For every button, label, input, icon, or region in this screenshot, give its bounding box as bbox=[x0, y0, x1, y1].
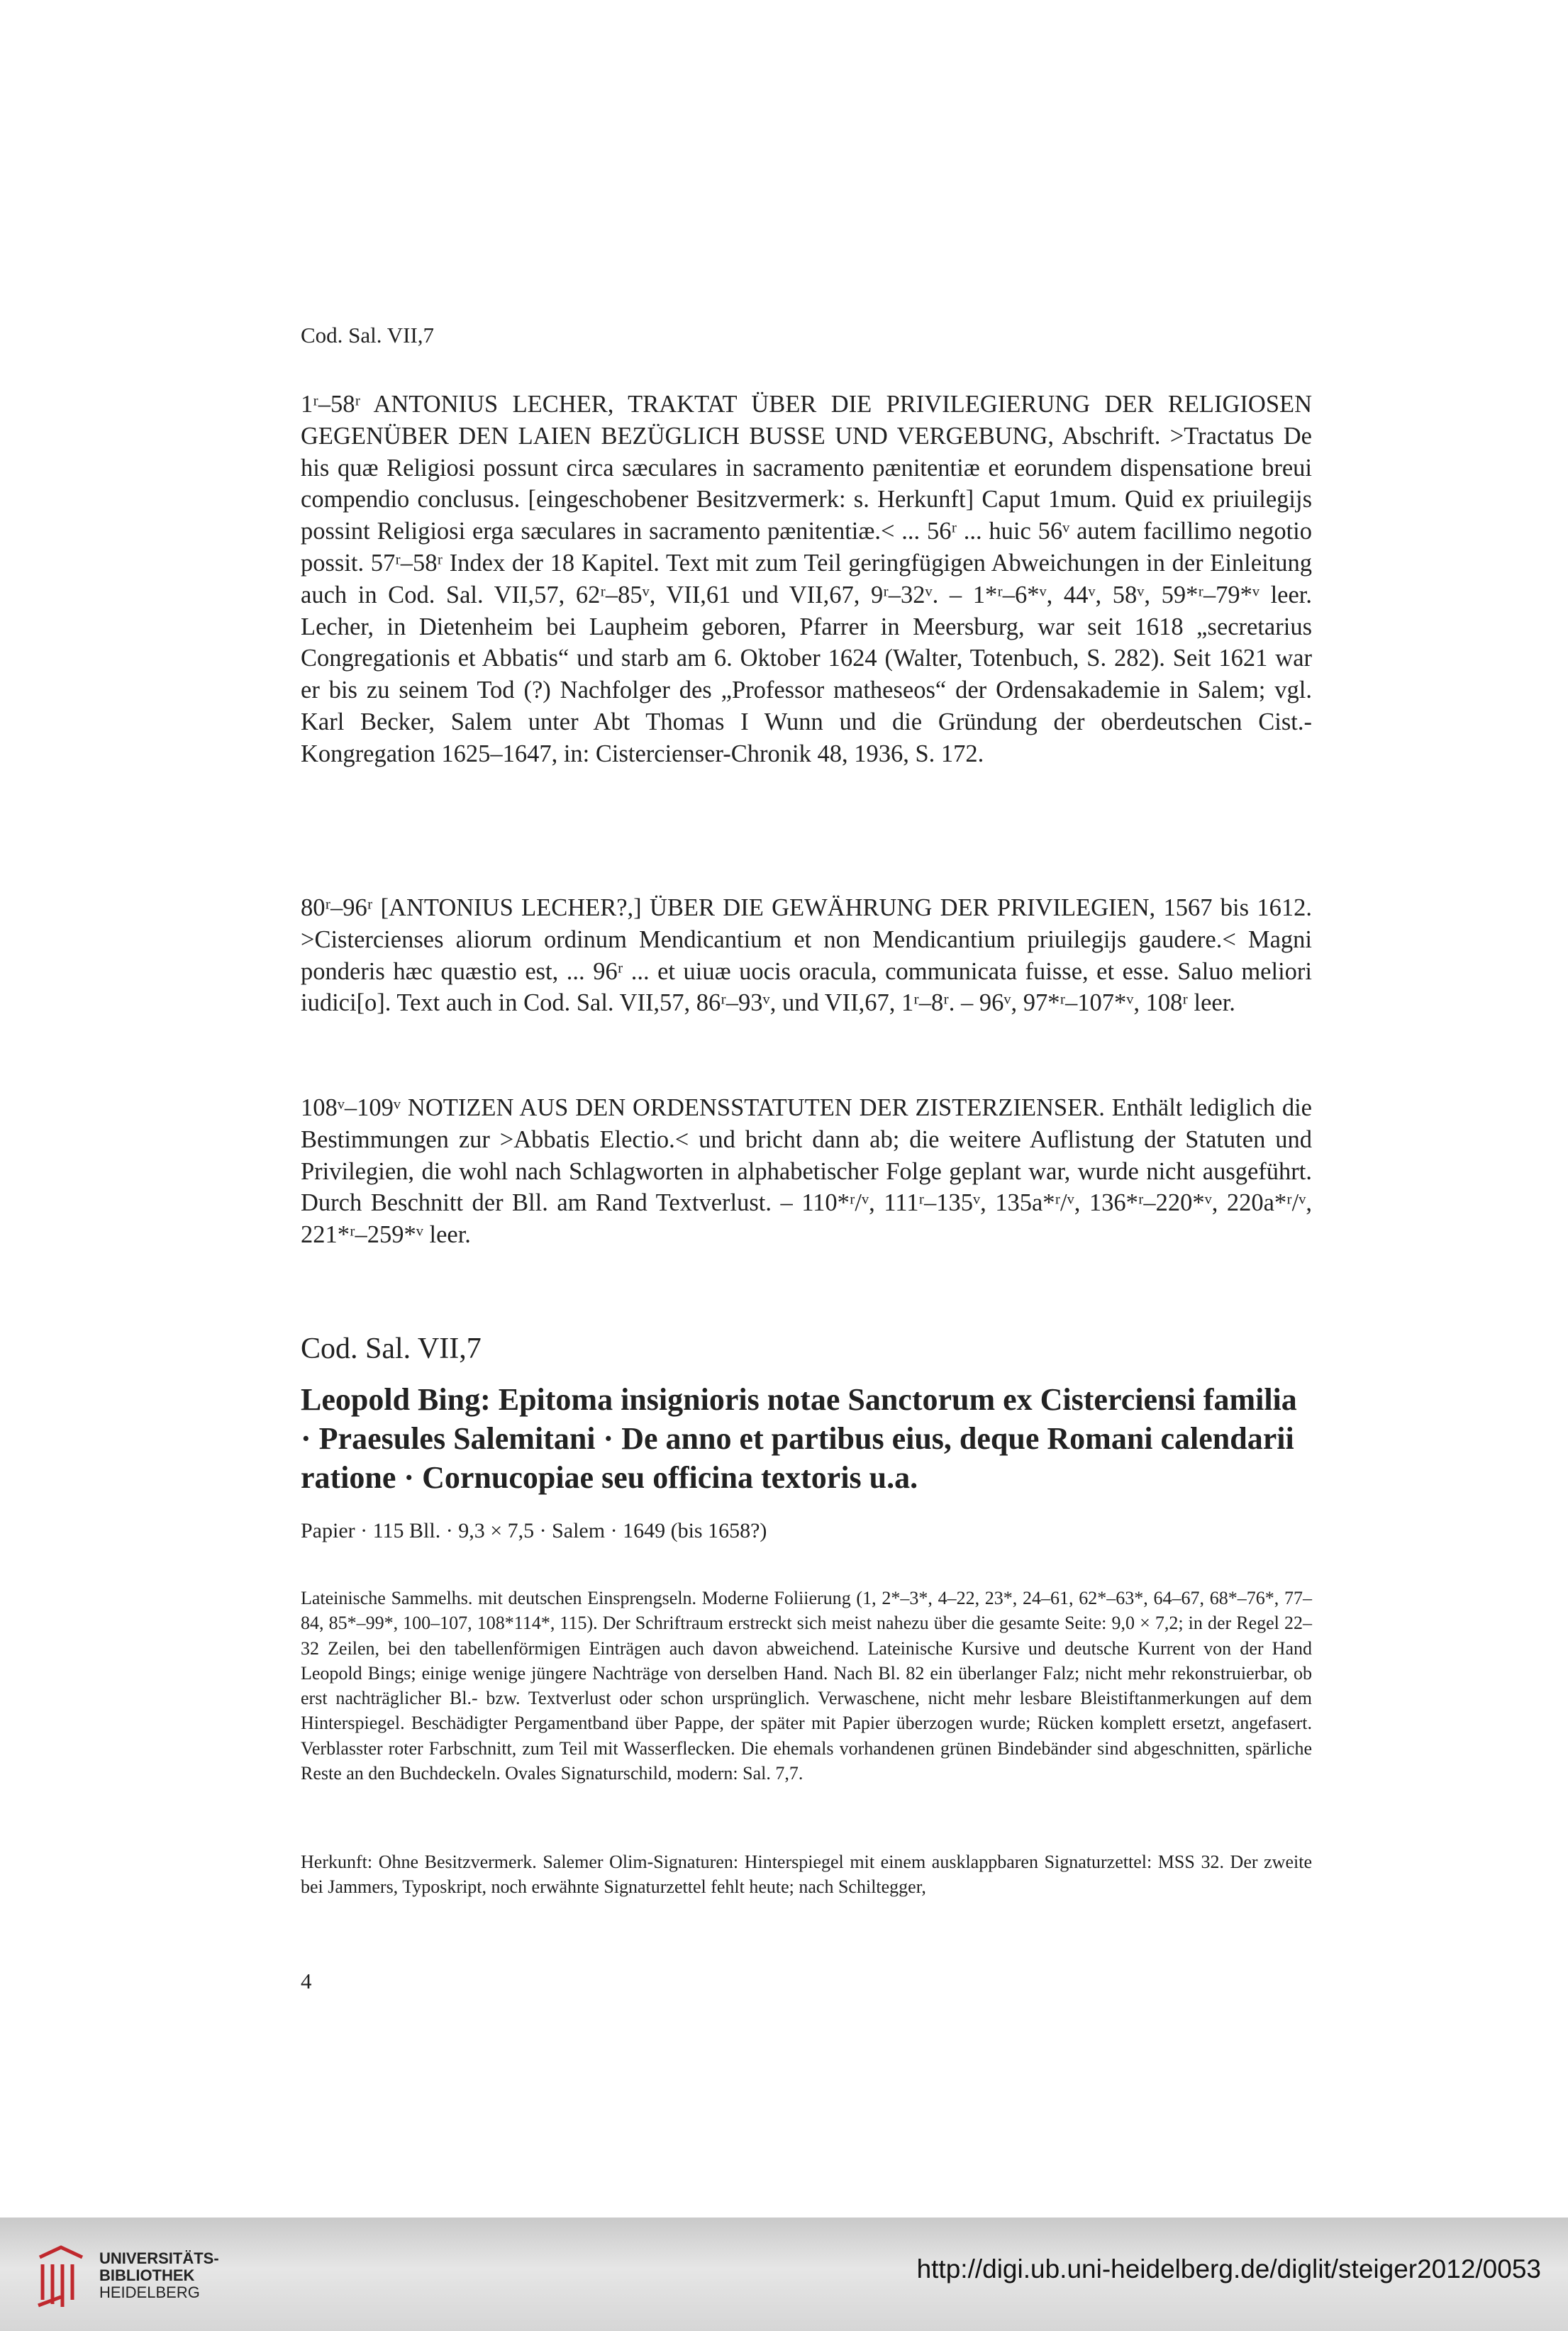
codex-provenance bbox=[301, 1849, 1312, 1900]
entry-1 bbox=[301, 389, 1312, 770]
entry-1-text: 1ʳ–58ʳ ANTONIUS LECHER, TRAKTAT ÜBER DIE PRIVILEGIERUNG DER RELIGIOSEN GEGENÜBER DEN LAIEN BEZÜGLICH BUSSE UND VERGEBUNG, Abschrift. >Tractatus De his quæ Religiosi possunt circa sæculares in sacramento pænitentiæ et eorundem dispensatione breui compendio conclusus. [eingeschobener Besitzvermerk: s. Herkunft] Caput 1mum. Quid ex priuilegijs possint Religiosi erga sæculares in sacramento pænitentiæ.< ... 56ʳ ... huic 56ᵛ autem facillimo negotio possit. 57ʳ–58ʳ Index der 18 Kapitel. Text mit zum Teil geringfügigen Abweichungen in der Einleitung auch in Cod. Sal. VII,57, 62ʳ–85ᵛ, VII,61 und VII,67, 9ʳ–32ᵛ. – 1*ʳ–6*ᵛ, 44ᵛ, 58ᵛ, 59*ʳ–79*ᵛ leer. Lecher, in Dietenheim bei Laupheim geboren, Pfarrer in Meersburg, war seit 1618 „secretarius Congregationis et Abbatis“ und starb am 6. Oktober 1624 (Walter, Totenbuch, S. 282). Seit 1621 war er bis zu seinem Tod (?) Nachfolger des „Professor matheseos“ der Ordensakademie in Salem; vgl. Karl Becker, Salem unter Abt Thomas I Wunn und die Gründung der oberdeutschen Cist.-Kongregation 1625–1647, in: Cistercienser-Chronik 48, 1936, S. 172. bbox=[301, 391, 1312, 767]
page-number: 4 bbox=[301, 1969, 312, 1993]
entry-2-text: 80ʳ–96ʳ [ANTONIUS LECHER?,] ÜBER DIE GEWÄHRUNG DER PRIVILEGIEN, 1567 bis 1612. >Cistercienses aliorum ordinum Mendicantium et non Mendicantium priuilegijs gaudere.< Magni ponderis hæc quæstio est, ... 96ʳ ... et uiuæ uocis oracula, communicata fuisse, et esse. Saluo meliori iudici[o]. Text auch in Cod. Sal. VII,57, 86ʳ–93ᵛ, und VII,67, 1ʳ–8ʳ. – 96ᵛ, 97*ʳ–107*ᵛ, 108ʳ leer. bbox=[301, 894, 1312, 1017]
entry-3-text: 108ᵛ–109ᵛ NOTIZEN AUS DEN ORDENSSTATUTEN DER ZISTERZIENSER. Enthält lediglich die Bestimmungen zur >Abbatis Electio.< und bricht dann ab; die weitere Auflistung der Statuten und Privilegien, die wohl nach Schlagworten in alphabetischer Folge geplant war, wurde nicht ausgeführt. Durch Beschnitt der Bll. am Rand Textverlust. – 110*ʳ/ᵛ, 111ʳ–135ᵛ, 135a*ʳ/ᵛ, 136*ʳ–220*ᵛ, 220a*ʳ/ᵛ, 221*ʳ–259*ᵛ leer. bbox=[301, 1094, 1312, 1249]
library-name bbox=[99, 2250, 219, 2301]
codex-title: Leopold Bing: Epitoma insignioris notae Sanctorum ex Cisterciensi familia · Praesules Salemitani · De anno et partibus eius, deque Romani calendarii ratione · Cornucopiae seu officina textoris u.a. bbox=[301, 1382, 1297, 1495]
library-logo-icon bbox=[33, 2243, 89, 2311]
library-name-line-3: HEIDELBERG bbox=[99, 2283, 200, 2301]
description-text: Lateinische Sammelhs. mit deutschen Einsprengseln. Moderne Foliierung (1, 2*–3*, 4–22, 23*, 24–61, 62*–63*, 64–67, 68*–76*, 77–84, 85*–99*, 100–107, 108*114*, 115). Der Schriftraum erstreckt sich meist nahezu über die gesamte Seite: 9,0 × 7,2; in der Regel 22–32 Zeilen, bei den tabellenförmigen Einträgen auch davon abweichend. Lateinische Kursive und deutsche Kurrent von der Hand Leopold Bings; einige wenige jüngere Nachträge von derselben Hand. Nach Bl. 82 ein überlanger Falz; nicht mehr rekonstruierbar, ob erst nachträglicher Bl.- bzw. Textverlust oder schon ursprünglich. Verwaschene, nicht mehr lesbare Bleistiftanmerkungen auf dem Hinterspiegel. Beschädigter Pergamentband über Pappe, der später mit Papier überzogen wurde; Rücken komplett ersetzt, angefasert. Verblasster roter Farbschnitt, zum Teil mit Wasserflecken. Die ehemals vorhandenen grünen Bindebänder sind abgeschnitten, spärliche Reste an den Buchdeckeln. Ovales Signaturschild, modern: Sal. 7,7. bbox=[301, 1588, 1312, 1784]
codex-description bbox=[301, 1586, 1312, 1786]
page-url-link[interactable]: http://digi.ub.uni-heidelberg.de/diglit/steiger2012/0053 bbox=[916, 2254, 1541, 2283]
footer-bar bbox=[0, 2218, 1568, 2331]
provenance-text: Herkunft: Ohne Besitzvermerk. Salemer Olim-Signaturen: Hinterspiegel mit einem ausklappbaren Signaturzettel: MSS 32. Der zweite bei Jammers, Typoskript, noch erwähnte Signaturzettel fehlt heute; nach Schiltegger, bbox=[301, 1852, 1312, 1898]
running-head: Cod. Sal. VII,7 bbox=[301, 323, 435, 347]
library-name-line-1: UNIVERSITÄTS- bbox=[99, 2249, 219, 2267]
codex-meta: Papier · 115 Bll. · 9,3 × 7,5 · Salem · 1649 (bis 1658?) bbox=[301, 1519, 767, 1542]
library-name-line-2: BIBLIOTHEK bbox=[99, 2266, 195, 2284]
codex-heading: Cod. Sal. VII,7 bbox=[301, 1333, 482, 1365]
entry-3 bbox=[301, 1092, 1312, 1251]
entry-2 bbox=[301, 892, 1312, 1019]
